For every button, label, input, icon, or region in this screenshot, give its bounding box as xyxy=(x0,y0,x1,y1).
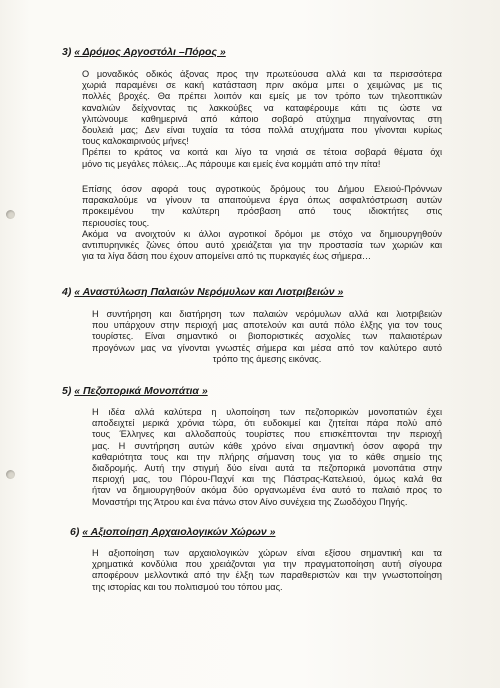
paragraph-line: χωριά παραμένει σε κακή κατάσταση πριν ακόμα μπει ο χειμώνας με τις xyxy=(82,80,442,91)
paragraph-line: πολλές βροχές. Θα πρέπει λοιπόν και εμείς με τον τρόπο των τηλεοπτικών xyxy=(82,91,442,102)
section-number: 3) xyxy=(62,46,72,58)
paragraph-line: Ο μοναδικός οδικός άξονας προς την πρωτεύουσα αλλά και τα περισσότερα xyxy=(82,69,442,79)
paragraph-line: τουρίστες. Είναι σημαντικό οι βιοποριστικές ασχολίες των παλαιοτέρων xyxy=(92,331,442,342)
section-title: « Πεζοπορικά Μονοπάτια » xyxy=(74,385,208,397)
paragraph-line: προκειμένου την καλύτερη πρόσβαση από τους ιδιοκτήτες στις xyxy=(82,206,442,217)
paragraph-line: προγόνων μας να γίνονται γνωστές σήμερα και μέσα από τον καλύτερο αυτό xyxy=(92,342,442,353)
paragraph-line: Ακόμα να ανοιχτούν κι άλλοι αγροτικοί δρόμοι με στόχο να δημιουργηθούν xyxy=(82,228,442,239)
paragraph-line: της ιστορίας και του πολιτισμού του τόπου μας. xyxy=(92,581,283,592)
paragraph-line: περιοχή μας, του Πόρου-Παχνί και της Πάστρας-Κατελειού, όμως καλά θα xyxy=(92,474,442,485)
paragraph-line: Η συντήρηση και διατήρηση των παλαιών νερόμυλων αλλά και λιοτριβειών xyxy=(92,309,442,319)
section-paragraph xyxy=(92,407,442,508)
paragraph-line: που υπάρχουν στην περιοχή μας αποτελούν και αυτά πόλο έλξης για τον τους xyxy=(92,320,442,331)
paragraph-line: παρακαλούμε να γίνουν τα απαιτούμενα έργα όπως ασφαλτόστρωση αυτών xyxy=(82,195,442,206)
paragraph-line: αντιπυρηνικές ζώνες όπου αυτό χρειάζεται για την προστασία των χωριών και xyxy=(82,240,442,251)
paragraph-line: ήταν να δημιουργηθούν ακόμα δύο οργανωμένα ένα αυτό το παλαιό προς το xyxy=(92,485,442,496)
paragraph-line: καναλιών δείχνοντας τις λακκούβες να καταφέρουμε κάτι τις ώστε να xyxy=(82,102,442,113)
section-number: 6) xyxy=(70,526,80,538)
paragraph-line: δουλειά μας; Δεν είναι τυχαία τα τόσα πολλά ατυχήματα που γίνονται κυρίως xyxy=(82,125,442,136)
section-title: « Αξιοποίηση Αρχαιολογικών Χώρων » xyxy=(82,526,276,538)
paragraph-line: Πρέπει το κράτος να κοιτά και λίγο τα νησιά σε τέτοια σοβαρά θέματα όχι xyxy=(82,147,442,158)
paragraph-line: αποδειχτεί μερικά χρόνια τώρα, ότι ευδοκιμεί και ζητείται πάρα πολύ από xyxy=(92,418,442,429)
paragraph-line: γλιτώνουμε καθημερινά από κάποιο σοβαρό ατύχημα πηγαίνοντας στη xyxy=(82,113,442,124)
paragraph-line: Μοναστήρι της Άτρου και ένα πάνω στον Αίνο συνέχεια της Ζωοδόχου Πηγής. xyxy=(92,496,408,507)
section-paragraph xyxy=(92,309,442,365)
section-heading xyxy=(62,385,208,397)
section-paragraph xyxy=(92,548,442,593)
paragraph-line: Επίσης όσον αφορά τους αγροτικούς δρόμους του Δήμου Ελειού-Πρόννων xyxy=(82,184,442,194)
paragraph-line: περιουσίες τους. xyxy=(82,217,150,228)
section-heading xyxy=(62,286,343,298)
paragraph-line: μόνο τις μεγάλες πόλεις...Ας πάρουμε και εμείς ένα κομμάτι από την πίτα! xyxy=(82,158,381,169)
paragraph-line: τους καλοκαιρινούς μήνες! xyxy=(82,136,189,147)
paragraph-line: μας. Η συντήρηση αυτών κάθε χρόνο είναι σημαντική όσον αφορά την xyxy=(92,440,442,451)
paragraph-line: για τα λίγα δάση που έχουν απομείνει από τις πυρκαγιές έως σήμερα… xyxy=(82,251,372,262)
paragraph-line: καθαριότητα τους και την πλήρης σήμανση τους για το κάθε σημείο της xyxy=(92,451,442,462)
punch-hole xyxy=(6,470,15,479)
section-title: « Δρόμος Αργοστόλι –Πόρος » xyxy=(74,46,226,58)
paragraph-line: Η ιδέα αλλά καλύτερα η υλοποίηση των πεζοπορικών μονοπατιών έχει xyxy=(92,407,442,417)
section-paragraph xyxy=(82,184,442,262)
section-title: « Αναστύλωση Παλαιών Νερόμυλων και Λιοτριβειών » xyxy=(74,286,344,298)
paragraph-line: τρόπο της άμεσης εικόνας. xyxy=(212,353,322,364)
paragraph-line: διαδρομής. Αυτή την στιγμή δύο είναι αυτά τα πεζοπορικά μονοπάτια στην xyxy=(92,463,442,474)
section-number: 4) xyxy=(62,286,72,298)
paragraph-line: χρηματικά κονδύλια που χρειάζονται για την πραγματοποίηση αυτή σίγουρα xyxy=(92,559,442,570)
section-heading xyxy=(62,46,226,58)
paragraph-line: αποφέρουν μελλοντικά από την έλξη των παραθεριστών και την γνωστοποίηση xyxy=(92,570,442,581)
punch-hole xyxy=(6,210,15,219)
paragraph-line: Η αξιοποίηση των αρχαιολογικών χώρων είναι εξίσου σημαντική και τα xyxy=(92,548,442,558)
section-number: 5) xyxy=(62,385,72,397)
paragraph-line: τους Έλληνες και αλλοδαπούς τουρίστες που επισκέπτονται την περιοχή xyxy=(92,429,442,440)
section-heading xyxy=(70,526,275,538)
section-paragraph xyxy=(82,69,442,170)
